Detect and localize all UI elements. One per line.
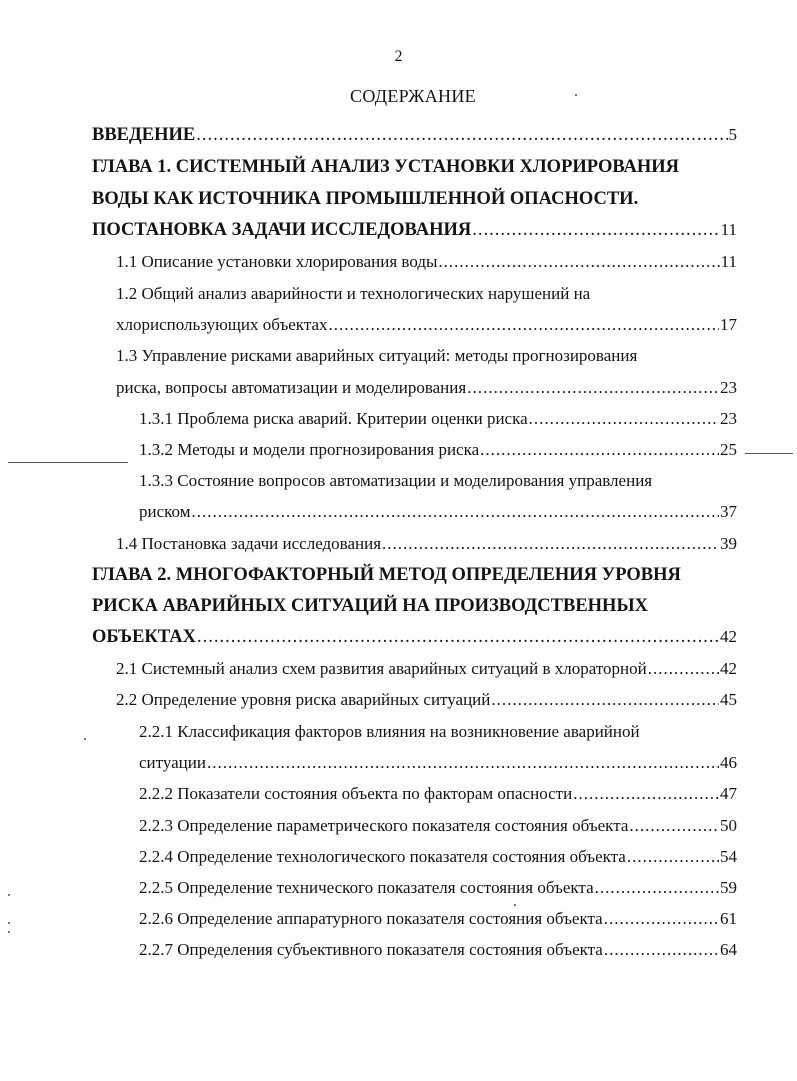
dot-leader xyxy=(196,121,727,149)
toc-entry-2-2-4[interactable] xyxy=(139,843,737,871)
dot-leader xyxy=(472,216,719,244)
toc-chapter-2-heading-line-3[interactable] xyxy=(92,623,737,651)
toc-entry-text: 2.2.7 Определения субъективного показателя состояния объекта xyxy=(139,940,603,959)
toc-page-ref: 61 xyxy=(720,909,737,928)
toc-entry-1-3-3-line-2[interactable] xyxy=(139,498,737,526)
toc-entry-text: 1.3.2 Методы и модели прогнозирования риска xyxy=(139,440,480,459)
toc-page-ref: 54 xyxy=(720,847,737,866)
toc-entry-2-2-1-line-1[interactable]: 2.2.1 Классификация факторов влияния на возникновение аварийной xyxy=(139,722,640,741)
toc-entry-text: риском xyxy=(139,502,191,521)
toc-page-ref: 37 xyxy=(720,502,737,521)
toc-entry-2-2-5[interactable] xyxy=(139,874,737,902)
toc-chapter-2-heading-line-1[interactable]: ГЛАВА 2. МНОГОФАКТОРНЫЙ МЕТОД ОПРЕДЕЛЕНИЯ УРОВНЯ xyxy=(92,565,681,585)
toc-entry-2-2-1-line-2[interactable] xyxy=(139,749,737,777)
toc-page-ref: 64 xyxy=(720,940,737,959)
dot-leader xyxy=(491,686,719,714)
toc-page-ref: 42 xyxy=(720,659,737,678)
toc-entry-1-4[interactable] xyxy=(116,530,737,558)
toc-entry-text: 2.2.6 Определение аппаратурного показателя состояния объекта xyxy=(139,909,603,928)
toc-entry-2-2-3[interactable] xyxy=(139,812,737,840)
toc-entry-text: 2.1 Системный анализ схем развития аварийных ситуаций в хлораторной xyxy=(116,659,647,678)
toc-chapter-1-heading-line-1[interactable]: ГЛАВА 1. СИСТЕМНЫЙ АНАЛИЗ УСТАНОВКИ ХЛОРИРОВАНИЯ xyxy=(92,157,680,177)
toc-chapter-1-heading-line-2[interactable]: ВОДЫ КАК ИСТОЧНИКА ПРОМЫШЛЕННОЙ ОПАСНОСТИ. xyxy=(92,189,639,209)
toc-page-ref: 5 xyxy=(728,125,737,144)
toc-entry-text: 2.2.3 Определение параметрического показателя состояния объекта xyxy=(139,816,629,835)
toc-entry-1-2-line-2[interactable] xyxy=(116,311,737,339)
dot-leader xyxy=(467,374,719,402)
dot-leader xyxy=(529,405,719,433)
dot-leader xyxy=(197,623,719,651)
dot-leader xyxy=(438,248,719,276)
toc-chapter-2-heading-line-2[interactable]: РИСКА АВАРИЙНЫХ СИТУАЦИЙ НА ПРОИЗВОДСТВЕННЫХ xyxy=(92,596,648,616)
toc-entry-1-2-line-1[interactable]: 1.2 Общий анализ аварийности и технологических нарушений на xyxy=(116,284,591,303)
toc-entry-text: ВВЕДЕНИЕ xyxy=(92,125,196,145)
toc-page-ref: 59 xyxy=(720,878,737,897)
scan-artifact-dot xyxy=(84,738,86,740)
toc-chapter-1-heading-line-3[interactable] xyxy=(92,216,737,244)
scan-artifact-dot xyxy=(514,904,516,906)
toc-entry-1-3-3-line-1[interactable]: 1.3.3 Состояние вопросов автоматизации и моделирования управления xyxy=(139,471,653,490)
toc-entry-2-2[interactable] xyxy=(116,686,737,714)
scan-artifact-line-right xyxy=(745,453,793,454)
toc-entry-introduction[interactable] xyxy=(92,121,737,149)
toc-entry-1-3-line-1[interactable]: 1.3 Управление рисками аварийных ситуаций: методы прогнозирования xyxy=(116,346,638,365)
toc-page-ref: 45 xyxy=(720,690,737,709)
toc-entry-2-2-6[interactable] xyxy=(139,905,737,933)
dot-leader xyxy=(648,655,719,683)
toc-entry-2-1[interactable] xyxy=(116,655,737,683)
scan-artifact-dot xyxy=(8,922,10,924)
scan-artifact-dot xyxy=(8,894,10,896)
toc-page-ref: 17 xyxy=(720,315,737,334)
dot-leader xyxy=(627,843,719,871)
toc-page-ref: 42 xyxy=(720,627,737,646)
toc-page-ref: 47 xyxy=(720,784,737,803)
toc-page-ref: 39 xyxy=(720,534,737,553)
toc-entry-text: 2.2.4 Определение технологического показателя состояния объекта xyxy=(139,847,626,866)
dot-leader xyxy=(382,530,719,558)
toc-entry-text: риска, вопросы автоматизации и моделирования xyxy=(116,378,467,397)
toc-entry-text: ПОСТАНОВКА ЗАДАЧИ ИССЛЕДОВАНИЯ xyxy=(92,220,472,240)
toc-entry-1-1[interactable] xyxy=(116,248,737,276)
dot-leader xyxy=(604,905,719,933)
dot-leader xyxy=(480,436,719,464)
toc-page-ref: 50 xyxy=(720,816,737,835)
toc-entry-text: хлориспользующих объектах xyxy=(116,315,328,334)
toc-entry-text: 2.2.2 Показатели состояния объекта по факторам опасности xyxy=(139,784,573,803)
toc-page-ref: 46 xyxy=(720,753,737,772)
dot-leader xyxy=(207,749,719,777)
toc-entry-2-2-7[interactable] xyxy=(139,936,737,964)
toc-page-ref: 23 xyxy=(720,409,737,428)
toc-entry-text: 1.1 Описание установки хлорирования воды xyxy=(116,252,438,271)
toc-entry-text: 2.2 Определение уровня риска аварийных ситуаций xyxy=(116,690,491,709)
dot-leader xyxy=(604,936,719,964)
scan-artifact-dot xyxy=(8,931,10,933)
toc-entry-text: ОБЪЕКТАХ xyxy=(92,627,196,647)
toc-entry-text: ситуации xyxy=(139,753,206,772)
dot-leader xyxy=(573,780,719,808)
page-number: 2 xyxy=(394,48,403,65)
dot-leader xyxy=(629,812,719,840)
toc-entry-1-3-line-2[interactable] xyxy=(116,374,737,402)
toc-entry-text: 1.3.1 Проблема риска аварий. Критерии оценки риска xyxy=(139,409,528,428)
toc-entry-2-2-2[interactable] xyxy=(139,780,737,808)
toc-page-ref: 11 xyxy=(720,220,737,239)
dot-leader xyxy=(595,874,719,902)
toc-page-ref: 11 xyxy=(720,252,737,271)
toc-page-ref: 23 xyxy=(720,378,737,397)
scan-artifact-line-left xyxy=(8,462,128,463)
toc-page-ref: 25 xyxy=(720,440,737,459)
dot-leader xyxy=(191,498,719,526)
scan-artifact-dot xyxy=(575,94,577,96)
toc-entry-1-3-2[interactable] xyxy=(139,436,737,464)
toc-entry-text: 2.2.5 Определение технического показателя состояния объекта xyxy=(139,878,594,897)
dot-leader xyxy=(329,311,719,339)
toc-title: СОДЕРЖАНИЕ xyxy=(350,86,476,106)
toc-entry-1-3-1[interactable] xyxy=(139,405,737,433)
toc-entry-text: 1.4 Постановка задачи исследования xyxy=(116,534,382,553)
